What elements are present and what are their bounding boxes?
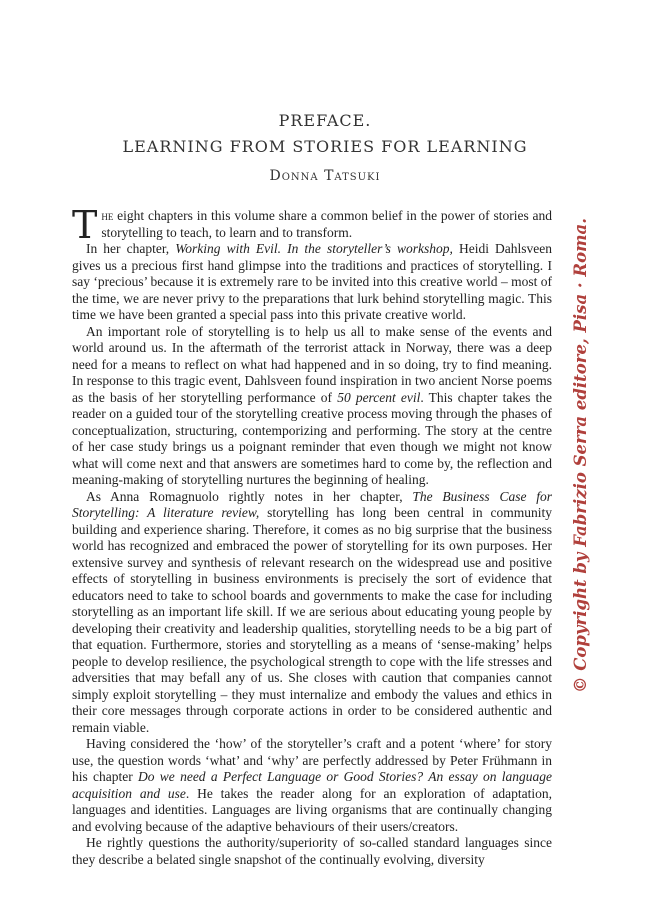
title-line-2: LEARNING FROM STORIES FOR LEARNING bbox=[122, 137, 528, 156]
paragraph-2-pre: In her chapter, bbox=[86, 241, 176, 256]
paragraph-4-pre: As Anna Romagnuolo rightly notes in her chapter, bbox=[86, 488, 413, 504]
paragraph-4 bbox=[72, 489, 552, 737]
paragraph-2 bbox=[72, 241, 552, 324]
paragraph-5-post: . He takes the reader along for an exploration of adaptation, languages and identities. Languages are living organisms that are continually changing and evolving because of the adaptive behaviours of their users/creators. bbox=[72, 785, 552, 834]
paragraph-1 bbox=[72, 203, 552, 247]
paragraph-3 bbox=[72, 324, 552, 489]
chapter-title-business-case: The Business Case for Storytelling: A literature review, bbox=[72, 488, 552, 520]
drop-cap: T bbox=[72, 203, 98, 247]
paragraph-5-pre: Having considered the ‘how’ of the storyteller’s craft and a potent ‘where’ for story use, the question words ‘what’ and ‘why’ are perfectly addressed by Peter Frühmann in his chapter bbox=[72, 736, 552, 784]
body-text bbox=[72, 203, 552, 868]
paragraph-3-post: . This chapter takes the reader on a guided tour of the storytelling creative process moving through the phases of conceptualization, structuring, contemporizing and performing. The story at the centre of her case study brings us a poignant reminder that even though we might not know what will come next and that answers are sometimes hard to come by, the reflection and meaning-making of storytelling nurtures the beginning of healing. bbox=[72, 389, 552, 487]
paragraph-5 bbox=[72, 736, 552, 835]
chapter-title-perfect-language: Do we need a Perfect Language or Good Stories? An essay on language acquisition and use bbox=[72, 769, 552, 801]
chapter-title-working-with-evil: Working with Evil. In the storyteller’s workshop, bbox=[175, 241, 453, 256]
copyright-notice bbox=[560, 195, 600, 715]
copyright-text: © Copyright by Fabrizio Serra editore, Pisa · Roma. bbox=[570, 217, 590, 693]
performance-title: 50 percent evil bbox=[337, 389, 421, 405]
paragraph-1-text: eight chapters in this volume share a common belief in the power of stories and storytelling to teach, to learn and to transform. bbox=[101, 208, 552, 240]
paragraph-4-post: storytelling has long been central in community building and experience sharing. Therefore, it comes as no big surprise that the business world has recognized and embraced the power of storytelling for its own purposes. Her extensive survey and synthesis of relevant research on the widespread use and positive effects of storytelling in business environments is precisely the sort of evidence that educators need to take to school boards and governments to make the case for including storytelling as an important life skill. If we are serious about educating young people by developing their creativity and leadership qualities, storytelling needs to be a big part of that equation. Furthermore, stories and storytelling as a means of ‘sense-making’ helps people to develop resilience, the psychological strength to cope with the life stresses and adversities that may befall any of us. She closes with caution that companies cannot simply exploit storytelling – they must internalize and embody the values and ethics in their core messages through corporate actions in order to be considered authentic and remain viable. bbox=[72, 505, 552, 735]
paragraph-1-smallcaps: he bbox=[101, 208, 114, 223]
paragraph-2-post: Heidi Dahlsveen gives us a precious first hand glimpse into the traditions and practices of storytelling. I say ‘precious’ because it is extremely rare to be invited into this creative world – most of the time, we are never privy to the preparations that lurk behind storytelling magic. This time we have been granted a special pass into this private creative world. bbox=[72, 241, 552, 322]
title-line-1: PREFACE. bbox=[278, 111, 372, 130]
paragraph-6: He rightly questions the authority/superiority of so-called standard languages since they describe a belated single snapshot of the continually evolving, diversity bbox=[72, 835, 552, 867]
page-title bbox=[0, 108, 650, 160]
author-name: Donna Tatsuki bbox=[269, 168, 381, 184]
paragraph-3-pre: An important role of storytelling is to help us all to make sense of the events and world around us. In the aftermath of the terrorist attack in Norway, there was a deep need for a means to reflect on what had happened and in so doing, try to find meaning. In response to this tragic event, Dahlsveen found inspiration in two ancient Norse poems as the basis of her storytelling performance of bbox=[72, 323, 552, 405]
